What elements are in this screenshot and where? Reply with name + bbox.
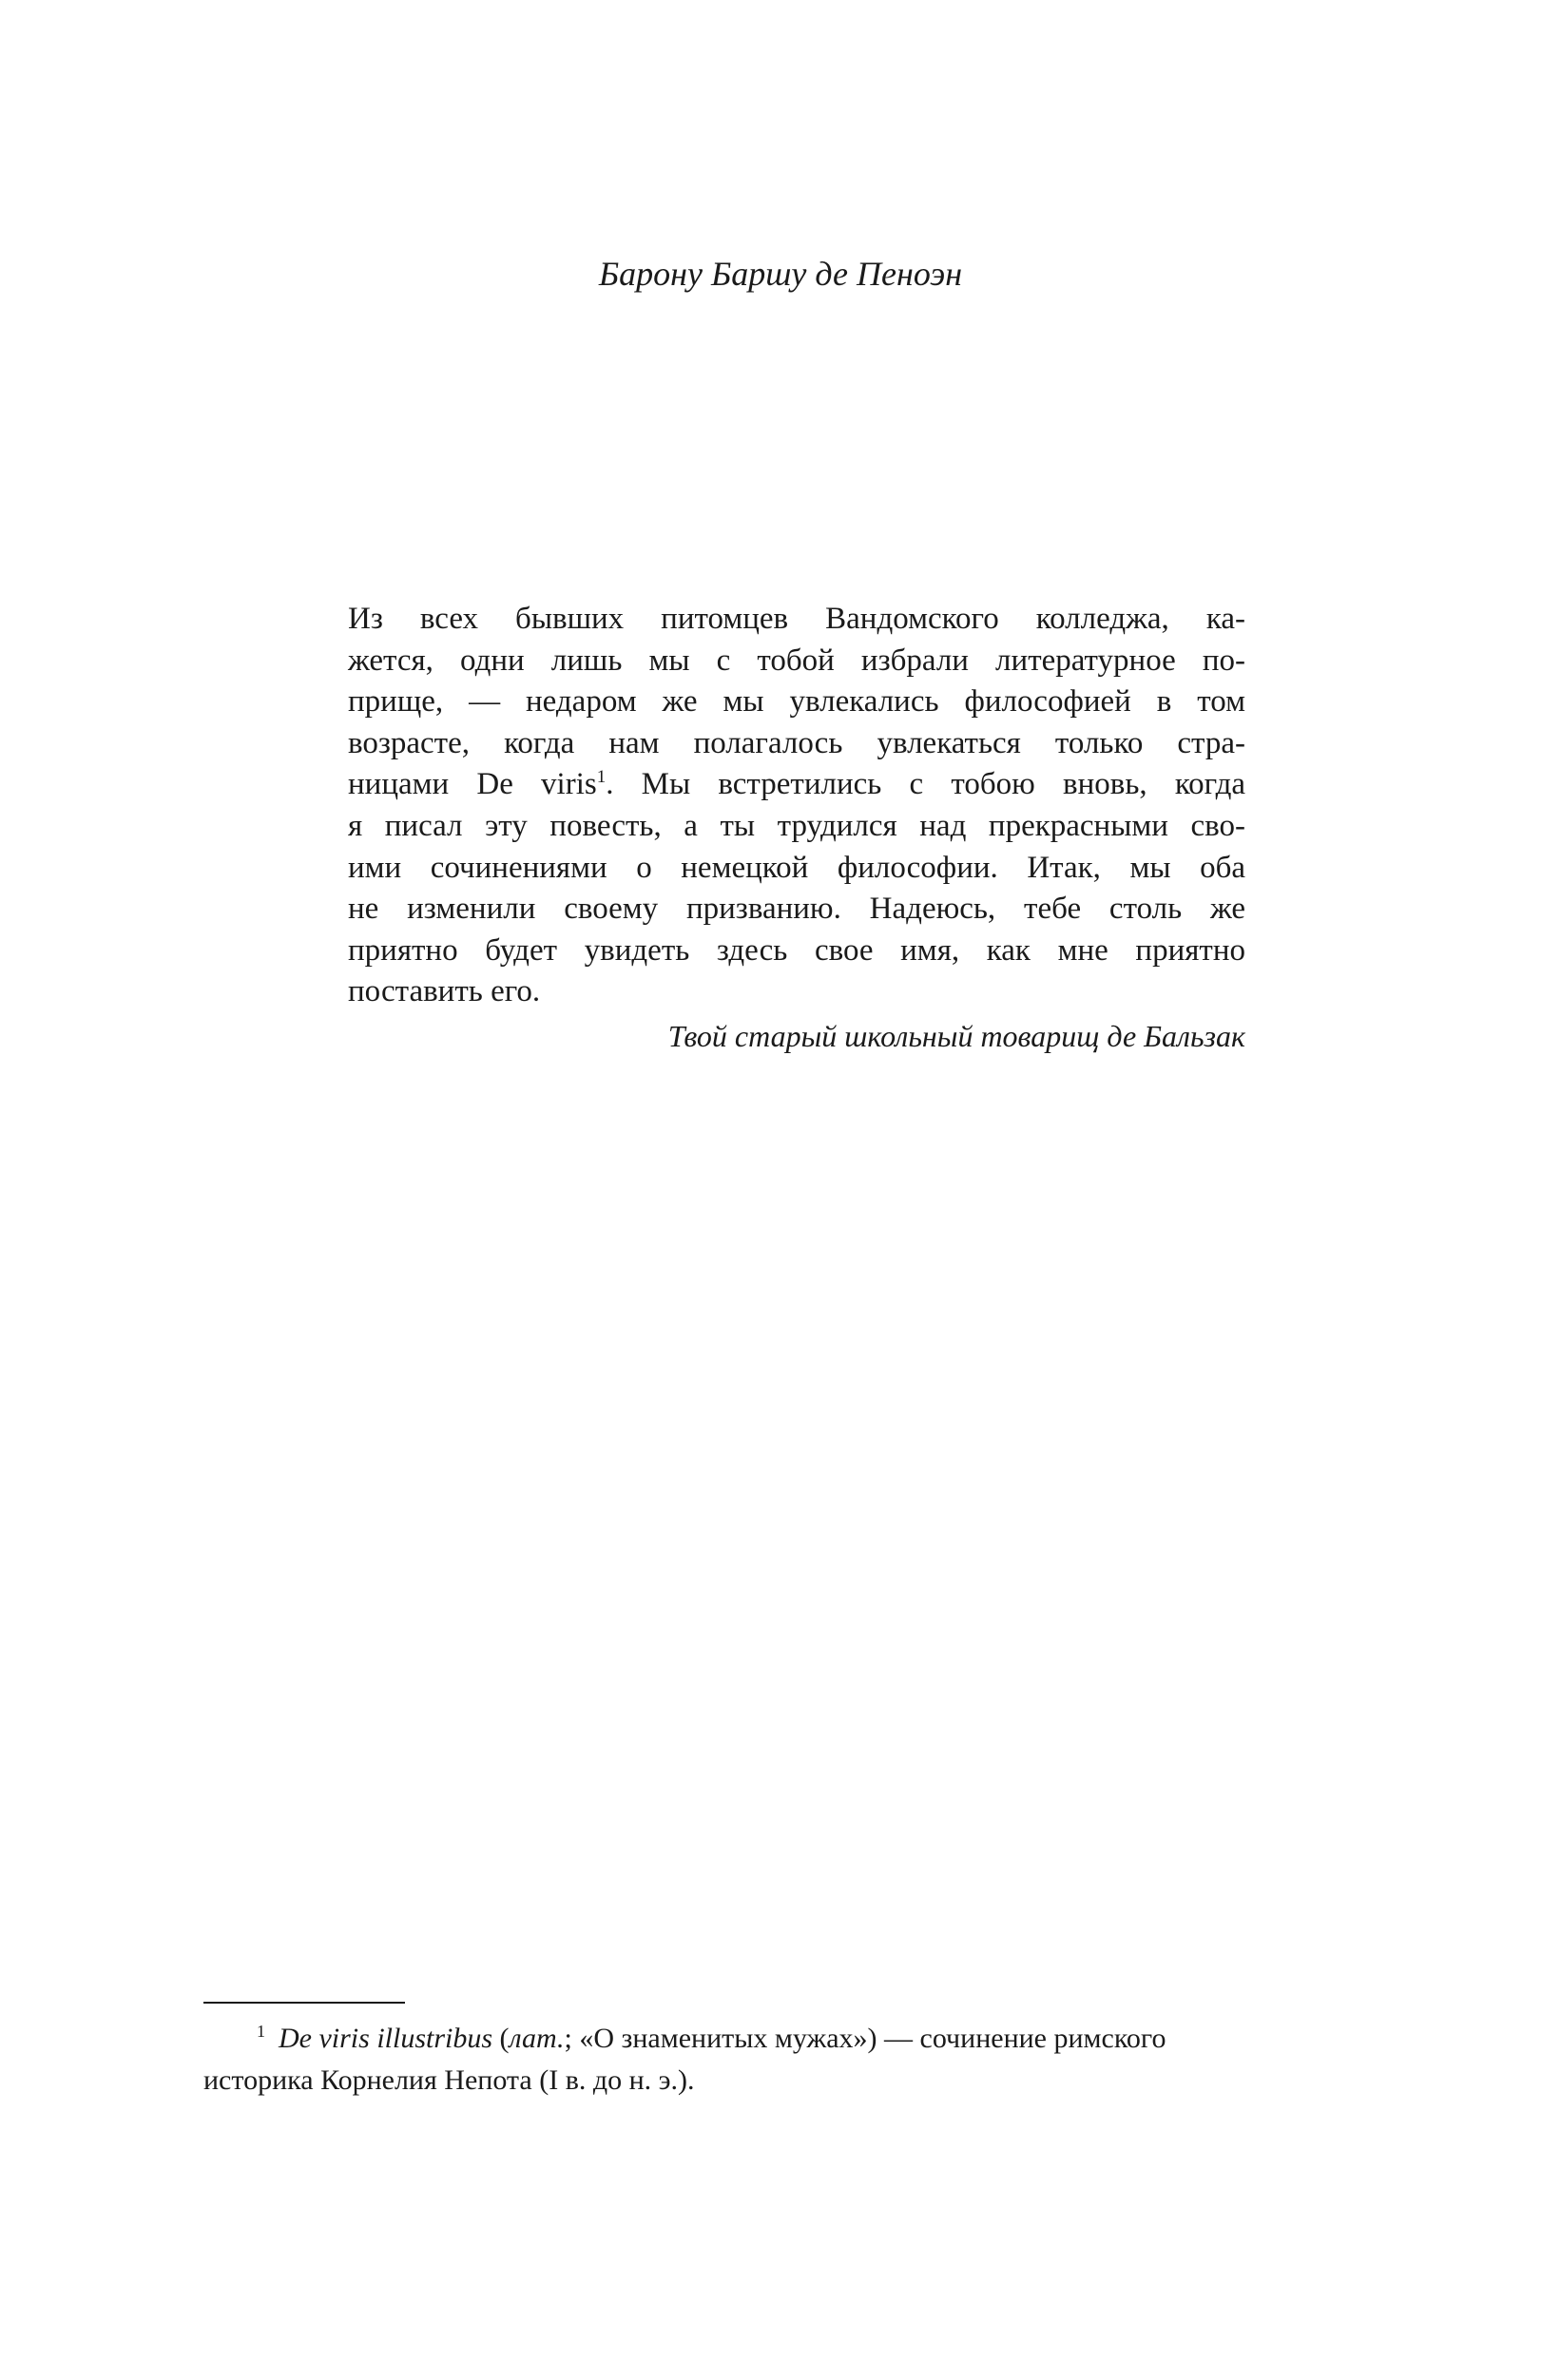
footnote-reference: 1 bbox=[596, 767, 607, 788]
letter-line-with-footnote bbox=[348, 764, 1245, 806]
footnote-divider bbox=[203, 2002, 405, 2004]
dedication-title: Барону Баршу де Пеноэн bbox=[598, 255, 963, 293]
letter-line: жется, одни лишь мы с тобой избрали литературное по- bbox=[348, 643, 1245, 678]
letter-line: приятно будет увидеть здесь свое имя, как мне приятно bbox=[348, 932, 1245, 968]
footnote-lang: лат. bbox=[509, 2023, 565, 2054]
letter-line: я писал эту повесть, а ты трудился над прекрасными сво- bbox=[348, 808, 1245, 843]
letter-line: Из всех бывших питомцев Вандомского колледжа, ка- bbox=[348, 602, 1245, 636]
letter-line: прище, — недаром же мы увлекались философией в том bbox=[348, 684, 1245, 720]
dedication-letter bbox=[348, 599, 1245, 1057]
footnote-title: De viris illustribus bbox=[279, 2023, 493, 2054]
letter-line: поставить его. bbox=[348, 974, 541, 1009]
signature: Твой старый школьный товарищ де Бальзак bbox=[667, 1018, 1245, 1053]
letter-line-head: ницами De viris bbox=[348, 767, 597, 802]
footnote-line1-rest: ; «О знаменитых мужах») — сочинение римского bbox=[564, 2023, 1166, 2054]
footnote-line bbox=[203, 2018, 1392, 2060]
footnote-mark: 1 bbox=[257, 2022, 265, 2041]
footnote bbox=[203, 2018, 1392, 2102]
letter-line: не изменили своему призванию. Надеюсь, тебе столь же bbox=[348, 892, 1245, 927]
letter-line: возрасте, когда нам полагалось увлекаться только стра- bbox=[348, 725, 1245, 760]
letter-body bbox=[348, 599, 1245, 1013]
footnote-open-paren: ( bbox=[492, 2023, 510, 2054]
letter-line-tail: . Мы встретились с тобою вновь, когда bbox=[606, 767, 1246, 802]
footnote-line: историка Корнелия Непота (I в. до н. э.). bbox=[203, 2064, 695, 2096]
letter-line: ими сочинениями о немецкой философии. Итак, мы оба bbox=[348, 850, 1245, 885]
